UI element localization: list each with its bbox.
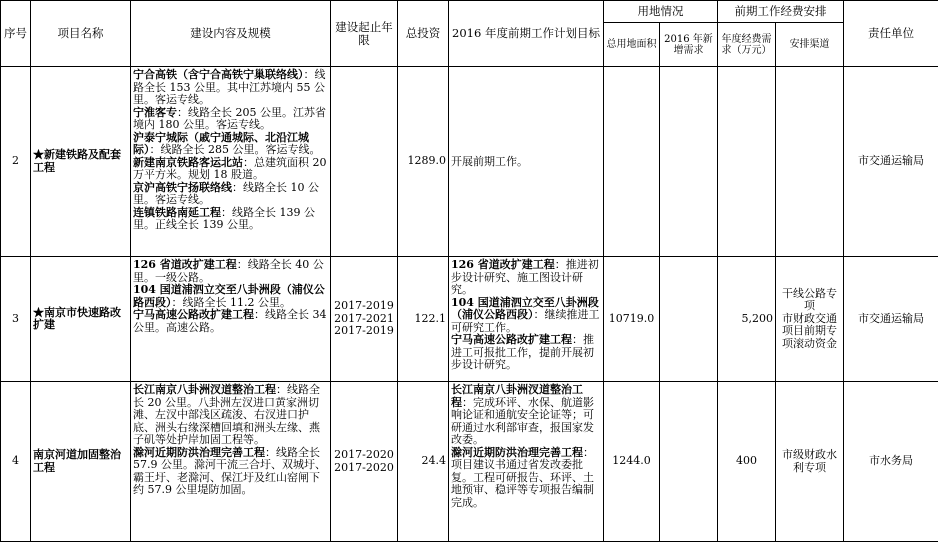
row-unit: 市交通运输局: [844, 67, 938, 257]
cell-line: 2017-2019: [334, 299, 394, 313]
row-land-2016: [660, 382, 718, 542]
row-plan: [449, 67, 604, 257]
row-period: [331, 382, 398, 542]
row-land-2016: [660, 67, 718, 257]
row-land-total: 10719.0: [604, 257, 660, 382]
row-fund-demand: 5,200: [718, 257, 776, 382]
row-invest: 24.4: [398, 382, 449, 542]
content-item: [133, 384, 328, 447]
item-text: 开展前期工作。: [451, 155, 528, 169]
content-item: [133, 207, 328, 232]
row-plan: [449, 382, 604, 542]
item-title: 宁合高铁（含宁合高铁宁巢联络线）: [133, 68, 304, 81]
content-item: [133, 182, 328, 207]
cell-line: 市财政交通项目前期专项滚动资金: [782, 311, 837, 350]
item-title: 126 省道改扩建工程: [133, 258, 237, 271]
header-plan: 2016 年度前期工作计划目标: [449, 1, 604, 67]
content-item: [133, 132, 328, 157]
header-period: 建设起止年限: [331, 1, 398, 67]
header-land-total: 总用地面积: [604, 23, 660, 67]
row-content: [131, 67, 331, 257]
item-text: ：线路全长 205 公里。江苏省境内 180 公里。客运专线。: [133, 105, 326, 131]
row-unit: 市水务局: [844, 382, 938, 542]
row-fund-channel: [776, 382, 844, 542]
content-item: [451, 259, 601, 297]
item-title: 126 省道改扩建工程: [451, 258, 555, 271]
cell-line: 2017-2020: [334, 448, 394, 461]
item-text: ：推进工可报批工作，提前开展初步设计研究。: [451, 333, 594, 371]
row-fund-channel: [776, 257, 844, 382]
item-title: 京沪高铁宁扬联络线: [133, 180, 232, 194]
item-title: 宁马高速公路改扩建工程: [133, 308, 254, 321]
cell-line: 2017-2020: [334, 460, 394, 474]
table-row: [1, 382, 938, 542]
row-land-total: 1244.0: [604, 382, 660, 542]
item-title: 滁河近期防洪治理完善工程: [451, 445, 583, 459]
item-text: ：线路全长 11.2 公里。: [171, 295, 291, 309]
header-content: 建设内容及规模: [131, 1, 331, 67]
header-invest: 总投资: [398, 1, 449, 67]
header-unit: 责任单位: [844, 1, 938, 67]
item-title: 104 国道浦泗立交至八卦洲段（浦仪公路西段）: [451, 295, 599, 321]
content-item: [133, 284, 328, 309]
item-title: 104 国道浦泗立交至八卦洲段（浦仪公路西段）: [133, 283, 325, 309]
item-text: ：继续推进工可研究工作。: [451, 308, 600, 334]
row-seq: 2: [1, 67, 31, 257]
item-text: ：线路全长 34 公里。高速公路。: [133, 308, 327, 334]
content-item: [133, 447, 328, 497]
header-fund-demand: 年度经费需求（万元）: [718, 23, 776, 67]
header-name: 项目名称: [31, 1, 131, 67]
content-item: [451, 297, 601, 335]
content-item: [133, 259, 328, 284]
table-row: [1, 67, 938, 257]
row-unit: 市交通运输局: [844, 257, 938, 382]
content-item: [133, 309, 328, 334]
item-title: 连镇铁路南延工程: [133, 205, 221, 219]
row-fund-channel: [776, 67, 844, 257]
cell-line: 2017-2021: [334, 311, 394, 325]
content-item: [133, 69, 328, 107]
row-fund-demand: 400: [718, 382, 776, 542]
cell-line: 2017-2019: [334, 324, 394, 338]
row-land-total: [604, 67, 660, 257]
item-title: 新建南京铁路客运北站: [133, 155, 243, 169]
item-text: ：总建筑面积 20 万平方米。规划 18 股道。: [133, 155, 327, 181]
row-invest: 1289.0: [398, 67, 449, 257]
content-item: [451, 384, 601, 447]
cell-line: 市级财政水利专项: [782, 448, 837, 474]
item-title: 沪泰宁城际（戚宁通城际、北沿江城际）: [133, 130, 309, 156]
item-text: ：线路全长 285 公里。客运专线。: [149, 143, 321, 156]
header-fund-channel: 安排渠道: [776, 23, 844, 67]
item-title: 宁马高速公路改扩建工程: [451, 333, 572, 346]
header-row-1: [1, 1, 938, 23]
item-title: 滁河近期防洪治理完善工程: [133, 445, 265, 459]
header-land: 用地情况: [604, 1, 718, 23]
item-title: 长江南京八卦洲汊道整治工程: [451, 383, 583, 409]
row-content: [131, 382, 331, 542]
content-item: [451, 156, 601, 169]
row-period: [331, 67, 398, 257]
row-fund-demand: [718, 67, 776, 257]
item-text: ：推进初步设计研究、施工图设计研究。: [451, 258, 599, 296]
cell-line: 干线公路专项: [782, 286, 837, 313]
item-text: ：线路全长 10 公里。客运专线。: [133, 180, 319, 206]
item-text: ：线路全长 57.9 公里。滁河干流三合圩、双城圩、霸王圩、老滁河、保江圩及红山窑闸下约 57.9 公里堤防加固。: [133, 445, 326, 496]
item-text: ：线路全长 139 公里。正线全长 139 公里。: [133, 205, 315, 231]
item-text: ：完成环评、水保、航道影响论证和通航安全论证等；可研通过水利部审查，报国家发改委。: [451, 395, 594, 446]
content-item: [133, 107, 328, 132]
row-land-2016: [660, 257, 718, 382]
content-item: [451, 334, 601, 372]
row-name: ★南京市快速路改扩建: [31, 257, 131, 382]
content-item: [133, 157, 328, 182]
header-seq: 序号: [1, 1, 31, 67]
row-invest: 122.1: [398, 257, 449, 382]
header-fund: 前期工作经费安排: [718, 1, 844, 23]
item-text: ：线路全长 40 公里。一级公路。: [133, 258, 324, 284]
row-name: 南京河道加固整治工程: [31, 382, 131, 542]
item-text: ：线路全长 20 公里。八卦洲左汊进口黄家洲切滩、左汊中部浅区疏浚、右汊进口护底、洲头右缘深槽回填和洲头左缘、燕子矶等处护岸加固工程等。: [133, 383, 320, 446]
item-title: 长江南京八卦洲汊道整治工程: [133, 383, 276, 396]
header-land-2016: 2016 年新增需求: [660, 23, 718, 67]
item-text: ：项目建议书通过省发改委批复。工程可研报告、环评、土地预审、稳评等专项报告编制完成。: [451, 445, 594, 509]
table-row: [1, 257, 938, 382]
row-period: [331, 257, 398, 382]
item-title: 宁淮客专: [133, 105, 177, 119]
row-seq: 3: [1, 257, 31, 382]
row-seq: 4: [1, 382, 31, 542]
item-text: ：线路全长 153 公里。其中江苏境内 55 公里。客运专线。: [133, 68, 326, 106]
row-name: ★新建铁路及配套工程: [31, 67, 131, 257]
row-content: [131, 257, 331, 382]
content-item: [451, 447, 601, 510]
row-plan: [449, 257, 604, 382]
